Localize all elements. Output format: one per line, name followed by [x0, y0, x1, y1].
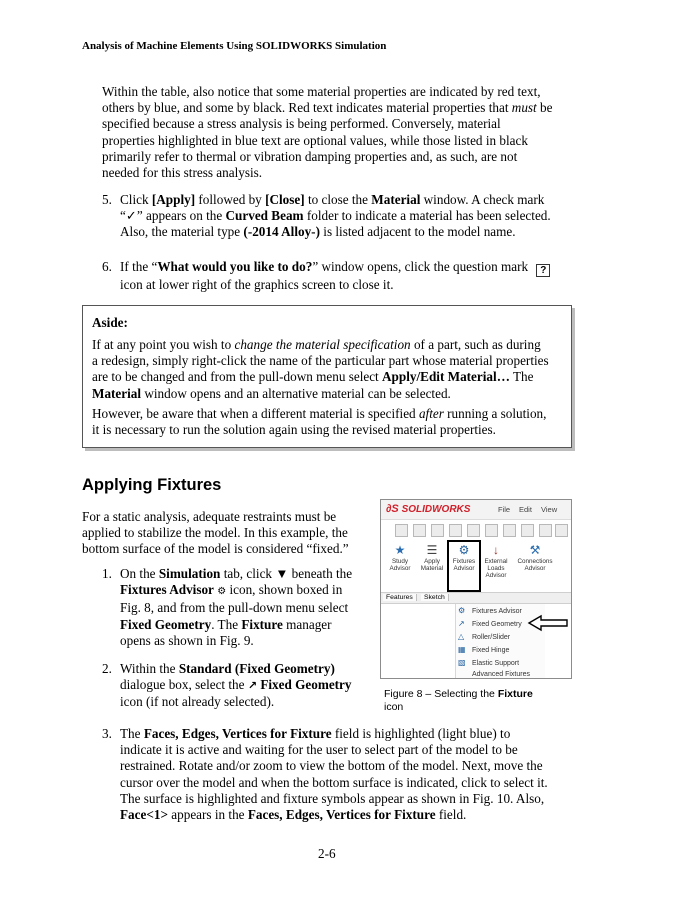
running-head: Analysis of Machine Elements Using SOLIDWORKS Simulation [82, 40, 387, 52]
toolbar-icon[interactable] [485, 524, 498, 537]
toolbar-icon[interactable] [431, 524, 444, 537]
toolbar-icon[interactable] [503, 524, 516, 537]
intro-line: others by blue, and some by black. Red text indicates material properties that must be [102, 100, 553, 116]
aside-title: Aside: [92, 315, 128, 330]
fixtures-left-column [82, 509, 378, 558]
fixtures-intro-line: bottom surface of the model is considered “fixed.” [82, 541, 349, 557]
fixed-geometry-icon: ↗ [458, 619, 465, 628]
page-number: 2-6 [318, 846, 336, 861]
apply-material-button[interactable]: ☰ Apply Material [420, 543, 444, 572]
tab-sketch[interactable]: Sketch [421, 594, 449, 601]
fixed-geometry-icon: ↗ [247, 679, 258, 693]
menu-item-fixed-hinge[interactable]: ▦ Fixed Hinge [458, 645, 510, 654]
elastic-support-icon: ▧ [458, 658, 466, 667]
study-advisor-button[interactable]: ★ Study Advisor [389, 543, 411, 572]
toolbar-icon[interactable] [413, 524, 426, 537]
intro-line: properties highlighted in blue text are optional values, while those listed in black [102, 132, 528, 148]
question-mark-icon: ? [536, 264, 550, 277]
fixtures-advisor-icon: ⚙ [458, 543, 470, 557]
aside-paragraph-2: However, be aware that when a different material is specified after running a solution, it is necessary to run the solution again using the revised material properties. [92, 405, 547, 438]
fixtures-intro-line: For a static analysis, adequate restraints must be [82, 509, 337, 524]
intro-line: specified because a stress analysis is being performed. Conversely, material [102, 116, 501, 132]
menu-item-fixtures-advisor[interactable]: ⚙ Fixtures Advisor [458, 606, 522, 615]
toolbar-icon[interactable] [521, 524, 534, 537]
fixtures-advisor-button[interactable]: ⚙ Fixtures Advisor [452, 543, 476, 572]
menu-item-elastic-support[interactable]: ▧ Elastic Support [458, 658, 520, 667]
fixtures-intro-line: applied to stabilize the model. In this example, the [82, 525, 348, 541]
section-title: Applying Fixtures [82, 476, 222, 494]
fixtures-advisor-icon: ⚙ [217, 586, 227, 598]
external-loads-icon: ↓ [493, 543, 499, 557]
roller-slider-icon: △ [458, 632, 465, 641]
step-number: 1. [102, 566, 112, 581]
menu-item-advanced-fixtures[interactable]: Advanced Fixtures [472, 671, 530, 678]
tab-features[interactable]: Features [383, 594, 417, 601]
figure-8-caption: Figure 8 – Selecting the Fixture icon [384, 688, 533, 713]
intro-line: primarily refer to thermal or vibration damping properties and, as such, are not [102, 148, 518, 164]
step-number: 5. [102, 192, 112, 207]
fixtures-advisor-icon: ⚙ [458, 606, 466, 615]
menu-file[interactable]: File [498, 505, 511, 514]
solidworks-logo: ∂S SOLIDWORKS [386, 503, 471, 515]
fixed-hinge-icon: ▦ [458, 645, 466, 654]
study-advisor-icon: ★ [394, 543, 406, 557]
intro-paragraph [102, 84, 578, 181]
toolbar-icon[interactable] [449, 524, 462, 537]
toolbar-icon[interactable] [395, 524, 408, 537]
apply-material-icon: ☰ [426, 543, 438, 557]
menu-item-fixed-geometry[interactable]: ↗ Fixed Geometry [458, 619, 522, 628]
menu-edit[interactable]: Edit [519, 505, 532, 514]
step-2: 2. Within the Standard (Fixed Geometry) dialogue box, select the ↗ Fixed Geometry icon (if not already selected). [102, 661, 352, 710]
fixtures-advisor-highlight-box [447, 540, 481, 592]
intro-line: Within the table, also notice that some material properties are indicated by red text, [102, 84, 541, 99]
step-number: 2. [102, 661, 112, 676]
pointer-arrow-icon [527, 614, 569, 632]
intro-line: needed for this stress analysis. [102, 165, 263, 181]
step-number: 6. [102, 259, 112, 274]
figure-8-screenshot [380, 499, 572, 679]
step-1: 1. On the Simulation tab, click ▼ beneath the Fixtures Advisor ⚙ icon, shown boxed in Fig. 8, and from the pull-down menu select Fixed Geometry. The Fixture manager opens as shown in Fig. 9. [102, 566, 353, 648]
aside-box [82, 305, 572, 448]
toolbar-row [395, 524, 567, 540]
toolbar-icon[interactable] [539, 524, 552, 537]
step-3: 3. The Faces, Edges, Vertices for Fixture field is highlighted (light blue) to indicate it is active and waiting for the user to select part of the model to be restrained. Rotate and/or zoom to view the bottom of the model. Next, move the cursor over the model and when the bottom surface is indicated, click to select it. The surface is highlighted and fixture symbols appear as shown in Fig. 10. Also, Face<1> appears in the Faces, Edges, Vertices for Fixture field. [102, 726, 548, 823]
toolbar-icon[interactable] [555, 524, 568, 537]
toolbar-icon[interactable] [467, 524, 480, 537]
menu-item-roller-slider[interactable]: △ Roller/Slider [458, 632, 511, 641]
connections-advisor-icon: ⚒ [529, 543, 541, 557]
step-number: 3. [102, 726, 112, 741]
command-manager-tabs [381, 592, 572, 604]
step-6: 6. If the “What would you like to do?” window opens, click the question mark ? icon at lower right of the graphics screen to close it. [102, 259, 578, 293]
solidworks-title-bar [381, 500, 572, 520]
aside-paragraph-1: If at any point you wish to change the material specification of a part, such as during a redesign, simply right-click the name of the particular part whose material properties are to be changed and from the pull-down menu select Apply/Edit Material… The Material window opens and an alternative material can be selected. [92, 337, 549, 401]
menu-view[interactable]: View [541, 505, 558, 514]
external-loads-button[interactable]: ↓ External Loads Advisor [484, 543, 508, 579]
step-5: 5. Click [Apply] followed by [Close] to close the Material window. A check mark “✓” appears on the Curved Beam folder to indicate a material has been selected. Also, the material type (-2014 Alloy-) is listed adjacent to the model name. [102, 192, 551, 240]
connections-advisor-button[interactable]: ⚒ Connections Advisor [517, 543, 553, 572]
